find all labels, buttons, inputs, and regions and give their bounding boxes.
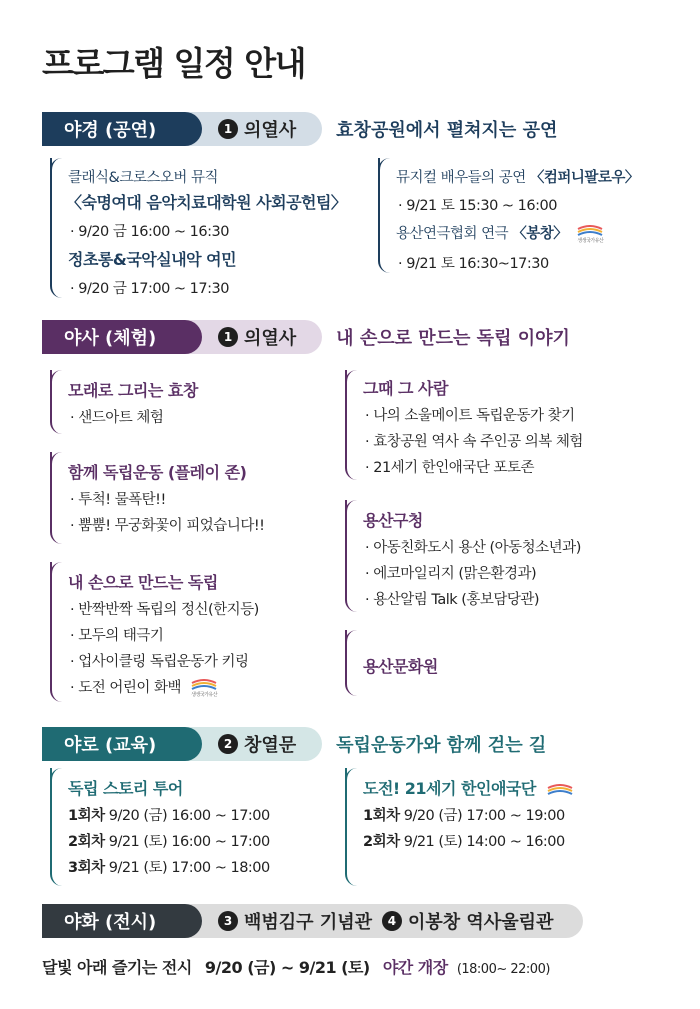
experience-item: · 나의 소울메이트 독립운동가 찾기 <box>365 404 575 425</box>
experience-title: 용산구청 <box>363 511 423 530</box>
heritage-logo-icon: 생생국가유산 <box>191 679 217 698</box>
section-tag: 야화 (전시) <box>42 904 202 938</box>
program-title: 뮤지컬 배우들의 공연 〈컴퍼니팔로우〉 <box>396 170 639 186</box>
section-tag: 야경 (공연) <box>42 112 202 146</box>
section-tag: 야로 (교육) <box>42 727 202 761</box>
tour-row: 1회차 9/20 (금) 16:00 ~ 17:00 <box>68 808 270 824</box>
section-subtitle: 효창공원에서 펼쳐지는 공연 <box>336 120 558 141</box>
experience-title: 내 손으로 만드는 독립 <box>68 573 218 592</box>
venue-pill <box>182 904 583 938</box>
venue-name: 이봉창 역사울림관 <box>407 912 554 933</box>
tour-row: 3회차 9/21 (토) 17:00 ~ 18:00 <box>68 860 270 876</box>
venue-number-badge: 4 <box>382 911 402 931</box>
experience-title: 함께 독립운동 (플레이 존) <box>68 463 247 482</box>
tour-title: 독립 스토리 투어 <box>68 779 183 798</box>
section-header-night-road <box>42 727 546 761</box>
program-title: 용산연극협회 연극 〈봉창〉 생생국가유산 <box>396 226 604 244</box>
section-header-night-exhibit <box>42 904 583 938</box>
tour-row: 2회차 9/21 (토) 14:00 ~ 16:00 <box>363 834 565 850</box>
program-performer: 정초롱&국악실내악 여민 <box>68 250 237 269</box>
section-subtitle: 내 손으로 만드는 독립 이야기 <box>336 328 570 349</box>
experience-item: · 아동친화도시 용산 (아동청소년과) <box>365 536 581 557</box>
experience-item: · 샌드아트 체험 <box>70 406 163 427</box>
experience-title: 그때 그 사람 <box>363 379 448 398</box>
venue-number-badge: 1 <box>218 327 238 347</box>
venue-number-badge: 1 <box>218 119 238 139</box>
experience-item: · 에코마일리지 (맑은환경과) <box>365 562 536 583</box>
program-schedule: · 9/20 금 16:00 ~ 16:30 <box>70 220 229 241</box>
experience-item: · 효창공원 역사 속 주인공 의복 체험 <box>365 430 583 451</box>
experience-item: · 도전 어린이 화백 생생국가유산 <box>70 676 217 698</box>
venue-number-badge: 3 <box>218 911 238 931</box>
venue-pill <box>182 320 322 354</box>
experience-item: · 투척! 물폭탄!! <box>70 488 166 509</box>
program-schedule: · 9/21 토 15:30 ~ 16:00 <box>398 194 557 215</box>
experience-item: · 모두의 태극기 <box>70 624 163 645</box>
venue-number-badge: 2 <box>218 734 238 754</box>
tour-row: 1회차 9/20 (금) 17:00 ~ 19:00 <box>363 808 565 824</box>
experience-title: 모래로 그리는 효창 <box>68 381 198 400</box>
tour-row: 2회차 9/21 (토) 16:00 ~ 17:00 <box>68 834 270 850</box>
program-title: 클래식&크로스오버 뮤직 <box>68 170 218 186</box>
heritage-logo-icon: 생생국가유산 <box>577 225 603 244</box>
experience-item: · 반짝반짝 독립의 정신(한지등) <box>70 598 259 619</box>
section-subtitle: 독립운동가와 함께 걷는 길 <box>336 735 547 756</box>
program-schedule: · 9/21 토 16:30~17:30 <box>398 252 549 273</box>
section-tag: 야사 (체험) <box>42 320 202 354</box>
experience-title: 용산문화원 <box>363 657 438 676</box>
heritage-logo-icon <box>547 784 573 796</box>
page-title: 프로그램 일정 안내 <box>42 44 306 83</box>
experience-item: · 뿜뿜! 무궁화꽃이 피었습니다!! <box>70 514 264 535</box>
venue-pill <box>182 727 322 761</box>
experience-item: · 용산알림 Talk (홍보담당관) <box>365 588 539 609</box>
venue-name: 창열문 <box>244 735 297 756</box>
venue-name: 의열사 <box>244 120 297 141</box>
program-performer: 〈숙명여대 음악치료대학원 사회공헌팀〉 <box>66 193 347 212</box>
experience-item: · 21세기 한인애국단 포토존 <box>365 456 534 477</box>
exhibit-schedule: 달빛 아래 즐기는 전시 9/20 (금) ~ 9/21 (토) 야간 개장 (18:00~ 22:00) <box>42 958 550 977</box>
section-header-night-scene <box>42 112 557 146</box>
venue-name: 백범김구 기념관 <box>244 912 372 933</box>
tour-title: 도전! 21세기 한인애국단 <box>363 776 573 799</box>
venue-pill <box>182 112 322 146</box>
program-schedule: · 9/20 금 17:00 ~ 17:30 <box>70 277 229 298</box>
section-header-night-history <box>42 320 570 354</box>
experience-item: · 업사이클링 독립운동가 키링 <box>70 650 249 671</box>
venue-name: 의열사 <box>244 328 297 349</box>
